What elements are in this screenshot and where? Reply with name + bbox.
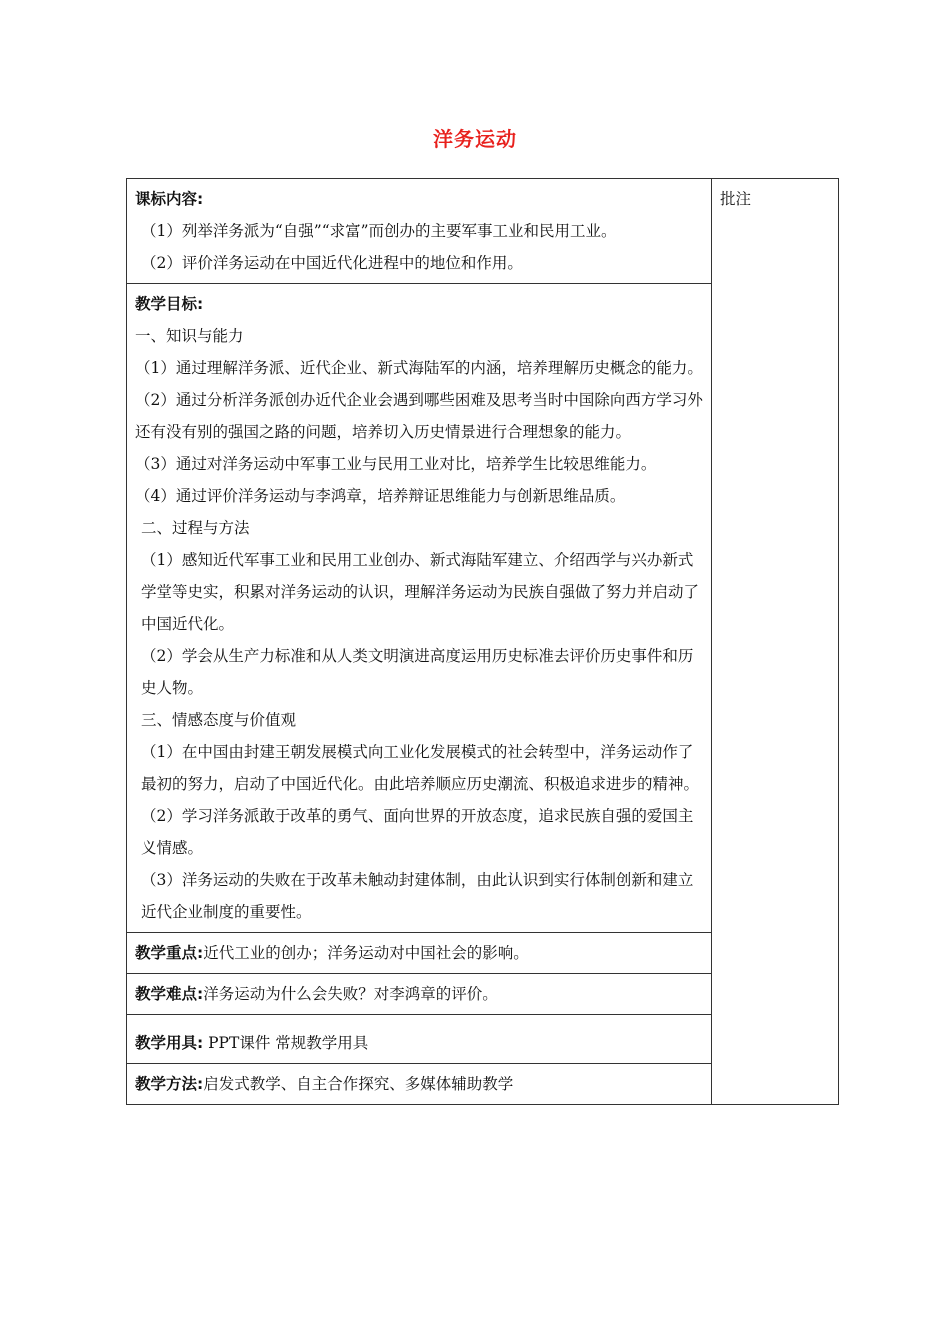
objectives-item: （1）在中国由封建王朝发展模式向工业化发展模式的社会转型中，洋务运动作了最初的努力，启动了中国近代化。由此培养顺应历史潮流、积极追求进步的精神。 [141, 743, 700, 793]
key-points-label: 教学重点: [135, 944, 204, 962]
difficulties-cell [127, 974, 712, 1015]
tools-label: 教学用具: [135, 1034, 204, 1052]
note-column [712, 179, 839, 1105]
objectives-item: （2）通过分析洋务派创办近代企业会遇到哪些困难及思考当时中国除向西方学习外还有没有别的强国之路的问题，培养切入历史情景进行合理想象的能力。 [135, 391, 703, 441]
key-points-cell [127, 933, 712, 974]
standards-label: 课标内容: [135, 190, 204, 208]
objectives-item: （1）通过理解洋务派、近代企业、新式海陆军的内涵，培养理解历史概念的能力。 [135, 359, 703, 377]
objectives-heading: 二、过程与方法 [141, 519, 250, 537]
objectives-cell [127, 284, 712, 933]
standards-row [127, 179, 839, 284]
key-points-text: 近代工业的创办；洋务运动对中国社会的影响。 [203, 944, 529, 962]
standards-item: （2）评价洋务运动在中国近代化进程中的地位和作用。 [141, 254, 523, 272]
standards-item: （1）列举洋务派为“自强”“求富”而创办的主要军事工业和民用工业。 [141, 222, 617, 240]
objectives-heading: 一、知识与能力 [135, 327, 244, 345]
objectives-item: （1）感知近代军事工业和民用工业创办、新式海陆军建立、介绍西学与兴办新式学堂等史实，积累对洋务运动的认识，理解洋务运动为民族自强做了努力并启动了中国近代化。 [141, 551, 700, 633]
tools-cell [127, 1015, 712, 1064]
objectives-item: （4）通过评价洋务运动与李鸿章，培养辩证思维能力与创新思维品质。 [135, 487, 626, 505]
methods-text: 启发式教学、自主合作探究、多媒体辅助教学 [203, 1075, 514, 1093]
objectives-item: （2）学会从生产力标准和从人类文明演进高度运用历史标准去评价历史事件和历史人物。 [141, 647, 694, 697]
lesson-plan-table [126, 178, 839, 1105]
objectives-heading: 三、情感态度与价值观 [141, 711, 297, 729]
difficulties-text: 洋务运动为什么会失败？对李鸿章的评价。 [203, 985, 498, 1003]
objectives-item: （3）通过对洋务运动中军事工业与民用工业对比，培养学生比较思维能力。 [135, 455, 657, 473]
objectives-item: （3）洋务运动的失败在于改革未触动封建体制，由此认识到实行体制创新和建立近代企业制度的重要性。 [141, 871, 694, 921]
methods-cell [127, 1064, 712, 1105]
standards-cell [127, 179, 712, 284]
tools-text: PPT课件 常规教学用具 [203, 1034, 369, 1052]
objectives-item: （2）学习洋务派敢于改革的勇气、面向世界的开放态度，追求民族自强的爱国主义情感。 [141, 807, 694, 857]
methods-label: 教学方法: [135, 1075, 204, 1093]
difficulties-label: 教学难点: [135, 985, 204, 1003]
document-title: 洋务运动 [433, 127, 517, 151]
objectives-label: 教学目标: [135, 295, 204, 313]
note-header: 批注 [720, 190, 752, 208]
